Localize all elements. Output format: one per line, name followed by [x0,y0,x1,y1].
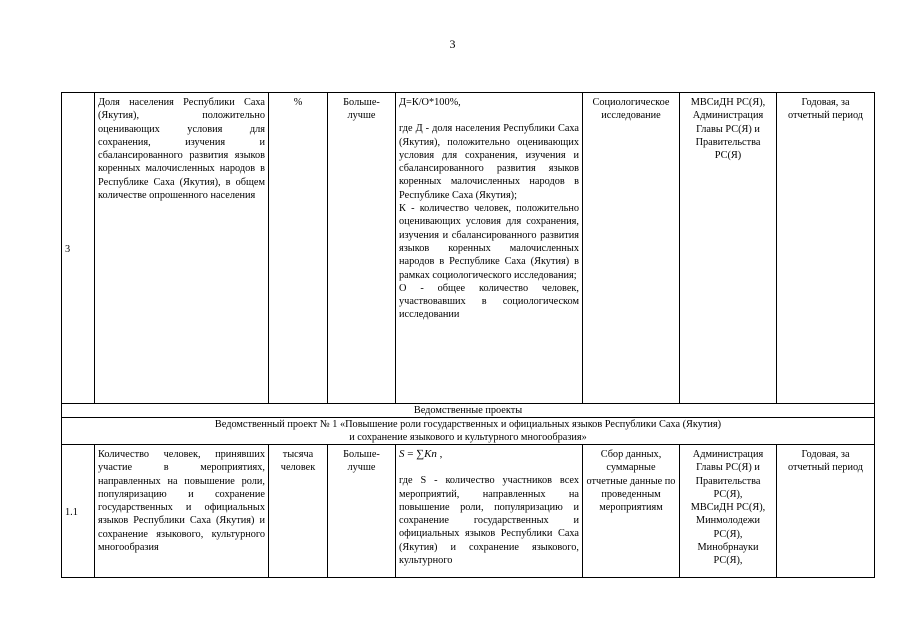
reporting-period: Годовая, за отчетный период [777,93,875,404]
responsible-line: Минмолодежи [695,515,761,527]
reporting-period: Годовая, за отчетный период [777,445,875,578]
responsible-line: РС(Я), [713,488,743,500]
indicator-direction: Больше-лучше [328,445,396,578]
responsible-line: Правительства [695,475,761,487]
formula-lhs: S [399,448,405,460]
calculation-method [396,445,583,578]
project-header-line-2: и сохранение языкового и культурного многообразия» [349,432,587,443]
row-number: 1.1 [62,445,95,578]
responsible-line: РС(Я), [713,528,743,540]
indicator-name: Количество человек, принявших участие в мероприятиях, направленных на повышение роли, популяризацию и сохранение государственных и официальных языков Республики Саха (Якутия) и сохранение языкового, культурного многообразия [95,445,269,578]
page-number: 3 [449,37,456,51]
project-header-line-1: Ведомственный проект № 1 «Повышение роли государственных и официальных языков Республики Саха (Якутия) [214,419,722,430]
table-row-1-1 [62,445,875,578]
row-number: 3 [62,93,95,404]
formula-text: Д=К/О*100%, [399,97,461,108]
formula-explanation-o: О - общее количество человек, участвовавших в социологическом исследовании [399,282,579,321]
formula-explanation-k: К - количество человек, положительно оценивающих условия для сохранения, изучения и сбалансированного развития языков коренных малочисленных народов в Республике Саха (Якутия) в рамках социологического исследования; [399,203,579,281]
calculation-method [396,93,583,404]
responsible-line: МВСиДН РС(Я), [690,502,766,514]
responsible-body: МВСиДН РС(Я), Администрация Главы РС(Я) и Правительства РС(Я) [680,93,777,404]
indicators-table [61,92,875,578]
table-row-3 [62,93,875,404]
section-header-row [62,404,875,418]
project-header [62,418,875,445]
formula-rhs: Kn [424,448,437,460]
data-source: Социологическое исследование [583,93,680,404]
sum-formula [399,448,579,461]
responsible-line: Минобрнауки [697,542,759,554]
sum-symbol: ∑ [416,448,425,460]
project-header-row [62,418,875,445]
data-source: Сбор данных, суммарные отчетные данные по проведенным мероприятиям [583,445,680,578]
indicator-direction: Больше-лучше [328,93,396,404]
section-header: Ведомственные проекты [62,404,875,418]
responsible-line: Главы РС(Я) и [696,462,760,474]
indicator-name: Доля населения Республики Саха (Якутия), положительно оценивающих условия для сохранения, изучения и сбалансированного развития языков коренных малочисленных народов в Республике Саха (Якутия), в общем количестве опрошенного населения [95,93,269,404]
formula-explanation-d: где Д - доля населения Республики Саха (Якутия), положительно оценивающих условия для сохранения, изучения и сбалансированного развития языков коренных малочисленных народов в Республике Саха (Якутия); [399,123,579,201]
responsible-body [680,445,777,578]
formula-tail: , [439,448,443,460]
responsible-line: Администрация [692,449,764,460]
formula-explanation-s: где S - количество участников всех мероприятий, направленных на повышение роли, популяризацию и сохранение государственных и официальных языков Республики Саха (Якутия) и сохранение языкового, культурного [399,475,579,567]
responsible-line: РС(Я), [713,555,743,567]
unit-of-measure: тысяча человек [269,445,328,578]
unit-of-measure: % [269,93,328,404]
formula-equals: = [407,448,414,460]
